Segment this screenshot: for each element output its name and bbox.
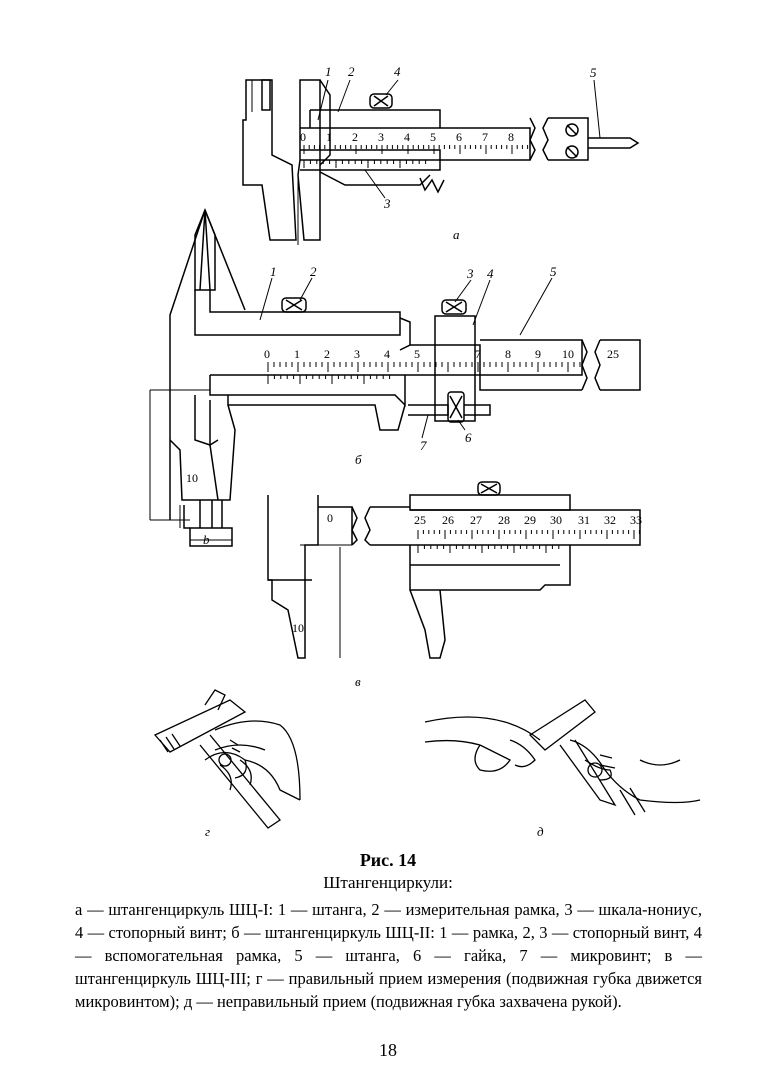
panel-v-label: в — [355, 674, 361, 689]
b-depth-10: 10 — [186, 471, 198, 485]
callout-b-2: 2 — [310, 264, 317, 279]
b-scale-5: 5 — [414, 347, 420, 361]
dim-b: b — [203, 532, 210, 547]
a-scale-7: 7 — [482, 130, 488, 144]
figure-caption-title: Рис. 14 — [359, 850, 417, 870]
v-scale-28: 28 — [498, 513, 510, 527]
a-scale-4: 4 — [404, 130, 410, 144]
a-scale-6: 6 — [456, 130, 462, 144]
callout-a-5: 5 — [590, 65, 597, 80]
v-scale-32: 32 — [604, 513, 616, 527]
b-scale-25: 25 — [607, 347, 619, 361]
a-scale-2: 2 — [352, 130, 358, 144]
b-scale-0: 0 — [264, 347, 270, 361]
panel-g-hand-correct — [155, 690, 300, 828]
panel-g-label: г — [205, 824, 211, 839]
v-scale-31: 31 — [578, 513, 590, 527]
b-scale-3: 3 — [354, 347, 360, 361]
a-scale-5: 5 — [430, 130, 436, 144]
b-scale-8: 8 — [505, 347, 511, 361]
v-scale-0: 0 — [327, 511, 333, 525]
callout-a-3: 3 — [384, 196, 391, 211]
callout-a-2: 2 — [348, 64, 355, 79]
a-scale-1: 1 — [326, 130, 332, 144]
a-scale-0: 0 — [300, 130, 306, 144]
callout-b-1: 1 — [270, 264, 277, 279]
b-scale-4: 4 — [384, 347, 390, 361]
v-scale-27: 27 — [470, 513, 482, 527]
callout-a-4: 4 — [394, 64, 401, 79]
v-scale-25: 25 — [414, 513, 426, 527]
figure-caption-subtitle: Штангенциркули: — [323, 873, 453, 892]
callout-a-1: 1 — [325, 64, 332, 79]
panel-v-caliper-shc3 — [268, 482, 640, 658]
b-scale-9: 9 — [535, 347, 541, 361]
callout-b-4: 4 — [487, 266, 494, 281]
callout-b-7: 7 — [420, 438, 427, 453]
v-scale-33: 33 — [630, 513, 642, 527]
v-scale-29: 29 — [524, 513, 536, 527]
panel-b-label: б — [355, 452, 362, 467]
callout-b-6: 6 — [465, 430, 472, 445]
a-scale-8: 8 — [508, 130, 514, 144]
b-scale-10: 10 — [562, 347, 574, 361]
v-depth-10: 10 — [292, 621, 304, 635]
page-number: 18 — [379, 1040, 397, 1060]
panel-d-label: д — [537, 824, 544, 839]
b-scale-2: 2 — [324, 347, 330, 361]
panel-a-caliper-shc1 — [243, 80, 638, 245]
callout-b-3: 3 — [467, 266, 474, 281]
v-scale-26: 26 — [442, 513, 454, 527]
panel-d-hand-incorrect — [425, 700, 700, 815]
a-scale-3: 3 — [378, 130, 384, 144]
callout-b-5: 5 — [550, 264, 557, 279]
b-scale-1: 1 — [294, 347, 300, 361]
v-scale-30: 30 — [550, 513, 562, 527]
figure-caption-body: а — штангенциркуль ШЦ-I: 1 — штанга, 2 — измерительная рамка, 3 — шкала-нониус, 4 — стопорный винт; б — штангенциркуль ШЦ-II: 1 — рамка, 2, 3 — стопорный винт, 4 — вспомогательная рамка, 5 — штанга, 6 — гайка, 7 — микровинт; в — штангенциркуль ШЦ-III; г — правильный прием измерения (подвижная губка движется микровинтом); д — неправильный прием (подвижная губка захвачена рукой). — [75, 900, 702, 1011]
panel-a-label: а — [453, 227, 460, 242]
b-scale-7: 7 — [475, 347, 481, 361]
